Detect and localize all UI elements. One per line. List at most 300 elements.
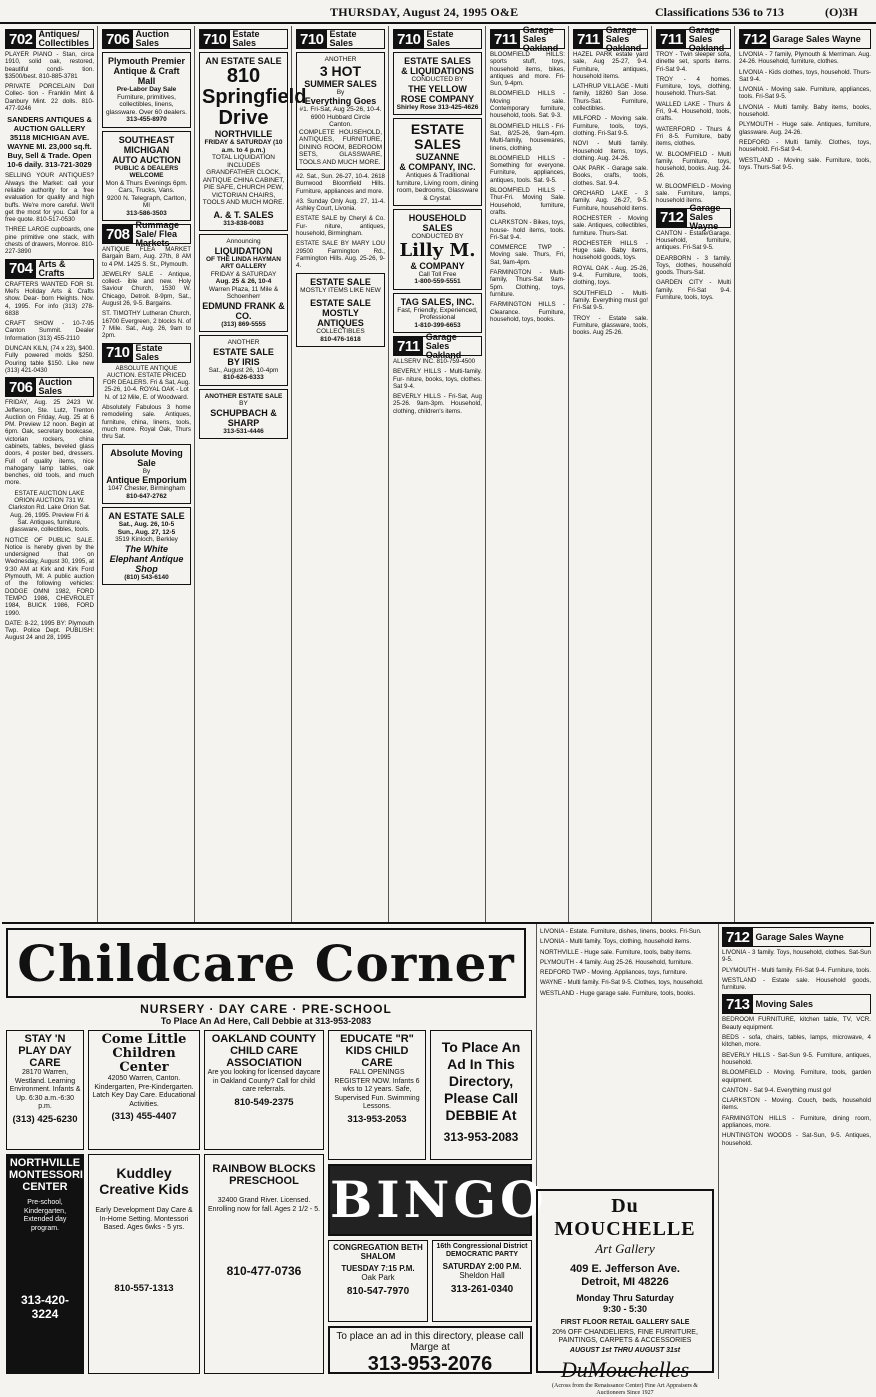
childcare-ad [430, 1030, 532, 1160]
section-header-710 [199, 29, 288, 49]
section-number: 710 [200, 30, 230, 48]
classified-ad: BLOOMFIELD HILLS - Moving sale. Contemporary furniture, household, tools. Sat. 9-3. [490, 90, 565, 120]
childcare-ad-text: FALL OPENINGS REGISTER NOW. Infants 6 wks to 12 years. Safe, Supervised Fun. Swimming Lessons. [334, 1069, 420, 1110]
ad-line: EDMUND FRANK & CO. [202, 300, 285, 321]
classified-ad: NOTICE OF PUBLIC SALE. Notice is hereby given by the undersigned that on Wednesday, August 30, 1995, at 9:30 AM at Kirk and Kirk Ford Plymouth, MI. A public auction of the following vehicles: DODGE OMNI 1982, FORD TEMPO 1986, CHEVROLET 1984, BUICK 1986, FORD 1990. [5, 536, 94, 617]
classified-ad: BLOOMFIELD HILLS - Something for everyone. Furniture, appliances, antiques, tools. Sat. 9-5. [490, 154, 565, 184]
ad-box-schupbach [199, 389, 288, 440]
ad-phone: 313-838-0083 [223, 219, 264, 227]
place-ad-box [328, 1326, 532, 1374]
ad-line: & COMPANY [410, 260, 465, 271]
ad-line: ANOTHER [324, 56, 357, 63]
classified-ad: W. BLOOMFIELD - Multi family. Furniture, toys, household, books. Aug. 24-26. [656, 150, 731, 180]
classified-ad: BLOOMFIELD - Moving. Furniture, tools, garden equipment. [722, 1069, 871, 1084]
masthead-page: (O)3H [825, 5, 858, 19]
childcare-ad [88, 1154, 200, 1374]
section-number: 710 [394, 30, 424, 48]
childcare-ad [204, 1154, 324, 1374]
section-header-706 [5, 377, 94, 397]
section-number: 712 [740, 30, 770, 48]
section-category: Moving Sales [755, 998, 814, 1009]
childcare-ad-title: STAY 'N PLAY DAY CARE [18, 1033, 72, 1069]
ad-line: SCHUPBACH & SHARP [210, 407, 277, 428]
childcare-ad-title: To Place An Ad In This Directory, Please Call DEBBIE At [441, 1039, 521, 1123]
childcare-ad-text: Pre-school, Kindergarten, Extended day program. [23, 1199, 67, 1232]
ad-line: ESTATE SALES [410, 121, 465, 152]
nursery-bar [6, 1002, 526, 1024]
gallery-promo-text: 20% OFF CHANDELIERS, FINE FURNITURE, PAINTINGS, CARPETS & ACCESSORIES [552, 1328, 698, 1344]
ad-line: SUZANNE [415, 152, 460, 162]
section-number: 706 [103, 30, 133, 48]
classified-ad: ROCHESTER - Moving sale. Antiques, collectibles, furniture. Thurs-Sat. [573, 214, 648, 237]
section-header-711 [573, 24, 648, 53]
section-category: Auction Sales [135, 29, 170, 48]
classified-ad: WESTLAND - Moving sale. Furniture, tools, toys. Thurs-Sat 9-5. [739, 156, 871, 171]
column-3 [196, 26, 307, 922]
classified-ad: REDFORD TWP - Moving. Appliances, toys, furniture. [540, 969, 688, 977]
classified-ad: BLOOMFIELD HILLS - Fri-Sat, 8/25-26, 9am-4pm. Multi-family, housewares, linens, clothing. [490, 122, 565, 152]
section-header-710 [102, 343, 191, 363]
ad-line: 9200 N. Telegraph, Carlton, MI [106, 194, 187, 209]
ad-box-antique-mall [102, 52, 191, 128]
ad-phone: 810-626-6333 [223, 374, 264, 381]
gallery-hours-days: Monday Thru Saturday [576, 1293, 674, 1303]
section-category: Garage Sales Oakland [425, 331, 462, 360]
ad-line: 810 Springfield Drive [202, 65, 307, 129]
classified-ad: LIVONIA - 7 family, Plymouth & Merriman. Aug. 24-26. Household, furniture, clothes. [739, 51, 871, 66]
bingo-line: TUESDAY 7:15 P.M. [341, 1264, 415, 1273]
ad-box-suzanne [393, 118, 482, 206]
bingo-word: BINGO [330, 1170, 548, 1229]
ad-phone: 313-455-8970 [126, 116, 167, 123]
section-category: Arts & Crafts [38, 258, 66, 278]
section-category: Estate Sales [426, 29, 454, 48]
classified-ad: BEDROOM FURNITURE, kitchen table, TV, VCR. Beauty equipment. [722, 1016, 871, 1031]
ad-line: FRIDAY & SATURDAY (10 a.m. to 4 p.m.) [204, 139, 283, 154]
classified-ad: CLARKSTON - Bikes, toys, house- hold items, tools. Fri-Sat 9-4. [490, 219, 565, 241]
section-category: Estate Sales [232, 29, 260, 48]
ad-box-iris [199, 335, 288, 386]
gallery-name: Du MOUCHELLE [554, 1195, 696, 1240]
ad-line: LIQUIDATION [214, 245, 273, 256]
ad-box-tag-sales [393, 293, 482, 334]
classified-ad: FARMINGTON HILLS - Clearance. Furniture, household, toys, books. [490, 301, 565, 323]
classified-ad: REDFORD - Multi family. Clothes, toys, household. Fri-Sat 9-4. [739, 138, 871, 154]
ad-line: TAG SALES, INC. [400, 296, 475, 307]
classified-ad: #3. Sunday Only Aug. 27, 11-4. Ashley Court, Livonia. [296, 197, 385, 213]
ad-line: Antique Emporium [106, 475, 187, 486]
section-number: 710 [103, 344, 133, 362]
childcare-ad-phone: 313-953-2083 [443, 1130, 519, 1144]
section-category: Garage Sales Oakland [522, 24, 559, 53]
ad-line: FRIDAY & SATURDAY [210, 270, 277, 278]
ad-line: Plymouth Premier [107, 56, 186, 66]
masthead-date: THURSDAY, August 24, 1995 O&E [330, 5, 519, 19]
gallery-hours-time: 9:30 - 5:30 [602, 1304, 648, 1314]
ad-line: Announcing [226, 238, 261, 245]
section-category: Garage Sales Wayne [689, 203, 721, 232]
column-9 [736, 26, 874, 922]
childcare-title [6, 928, 526, 998]
section-number: 711 [394, 337, 423, 355]
section-category: Garage Sales Wayne [772, 33, 861, 44]
ad-line: Antiques & Traditional furniture, Living room, dining room, bedrooms, Glassware & Crystal. [396, 172, 479, 202]
childcare-ad-text: 32400 Grand River. Licensed. Enrolling now for fall. Ages 2 1/2 - 5. [207, 1197, 321, 1213]
section-header-712 [656, 203, 731, 232]
classified-ad: ST. TIMOTHY Lutheran Church, 16700 Evergreen, 2 blocks N. of 7 Mile. Sat., Aug. 26, 9am to 2pm. [102, 310, 191, 340]
classified-ad: PLYMOUTH - 4 family. Aug 25-26. Household, furniture. [540, 958, 693, 966]
bingo-info-left [328, 1240, 428, 1322]
section-number: 711 [491, 30, 520, 48]
bingo-line: 16th Congressional District DEMOCRATIC PARTY [436, 1243, 528, 1258]
bottom-area [2, 922, 874, 1396]
ad-line: PUBLIC & DEALERS WELCOME [114, 164, 179, 179]
column-1 [2, 26, 98, 922]
gallery-ad [536, 1189, 714, 1396]
bottom-right-column [718, 924, 874, 1379]
ad-line: MOSTLY ITEMS LIKE NEW [300, 286, 381, 294]
gallery-subtitle: Art Gallery [595, 1241, 655, 1256]
classified-ad: ESTATE SALE by Cheryl & Co. Fur- niture, antiques, household, Birmingham. [296, 215, 385, 238]
ad-line: Call Toll Free [418, 270, 457, 278]
childcare-ad-phone: 810-477-0736 [226, 1264, 302, 1278]
ad-box-yellow-rose [393, 52, 482, 115]
childcare-ad [6, 1030, 84, 1150]
bingo-line: SATURDAY 2:00 P.M. [442, 1262, 522, 1271]
classified-ad: LIVONIA - Moving sale. Furniture, appliances, tools. Fri-Sat 9-5. [739, 86, 871, 101]
classified-ad: LIVONIA - Multi family. Baby items, books, household. [739, 103, 871, 119]
classified-ad: COMMERCE TWP - Moving sale. Thurs, Fri, Sat, 9am-4pm. [490, 244, 565, 266]
section-category: Garage Sales Wayne [755, 931, 844, 942]
childcare-ad-title: NORTHVILLE MONTESSORI CENTER [9, 1157, 83, 1193]
ad-line: ANOTHER [227, 339, 260, 346]
ad-phone: 1-810-399-6653 [414, 321, 461, 329]
childcare-ad-title: Come Little Children Center [101, 1032, 187, 1075]
ad-phone: 313-586-3503 [126, 209, 167, 217]
childcare-ad-title: RAINBOW BLOCKS PRESCHOOL [212, 1163, 316, 1187]
section-header-712 [739, 29, 871, 49]
classified-ad: PLAYER PIANO - Stan, circa 1910, solid oak, restored, beautiful condi- tion. $3500/best. 810-885-3781 [5, 51, 94, 80]
ad-line: Aug. 25 & 26, 10-4 [215, 278, 272, 285]
section-category: Rummage Sale/ Flea Markets [135, 219, 180, 248]
childcare-ad [88, 1030, 200, 1150]
ad-line: Sun., Aug. 27, 12-5 [117, 528, 176, 536]
section-category: Garage Sales Oakland [605, 24, 642, 53]
childcare-title-text: Childcare Corner [17, 933, 515, 993]
ad-box-everything-goes [296, 52, 385, 170]
section-header-711 [393, 331, 482, 360]
section-number: 712 [723, 928, 753, 946]
ad-line: ESTATE SALE [310, 298, 371, 309]
classified-ad: MILFORD - Moving sale. Furniture, tools, toys, clothing. Fri-Sat 9-5. [573, 115, 648, 137]
bingo-info-right [432, 1240, 532, 1322]
ad-line: THE YELLOW ROSE COMPANY [400, 83, 475, 104]
classified-ad: BEVERLY HILLS - Fri-Sat, Aug 25-26. 9am-3pm. Household, clothing, children's items. [393, 393, 482, 415]
childcare-ad-phone: (313) 455-4407 [111, 1111, 177, 1122]
ad-line: NORTHVILLE [214, 129, 273, 139]
masthead [0, 0, 876, 24]
classified-ad: HAZEL PARK estate yard sale, Aug 25-27, 9-4. Furniture, antiques, household items. [573, 51, 648, 80]
classified-ad: ORCHARD LAKE - 3 family. Aug. 26-27, 9-5. Furniture, household items. [573, 190, 648, 212]
ad-line: Everything Goes [304, 96, 377, 106]
classified-ad: THREE LARGE cupboards, one pine primitive one stack, with chests of drawers, Monroe. 810-227-3890 [5, 226, 94, 256]
classified-ad: TROY - Twin sleeper sofa, dinette set, sports items. Fri-Sat 9-4. [656, 51, 731, 73]
classified-ad: CANTON - Estate/Garage. Household, furniture, antiques. Fri-Sat 9-5. [656, 229, 731, 252]
section-category: Estate Sales [135, 342, 163, 362]
classifieds-area [2, 26, 874, 922]
classified-ad: LIVONIA - 3 family. Toys, household, clothes. Sat-Sun 9-5. [722, 949, 871, 964]
section-number: 704 [6, 260, 36, 278]
section-header-711 [656, 24, 731, 53]
place-ad-text: To place an ad in this directory, please call Marge at [336, 1331, 524, 1353]
ad-line: Warren Plaza, 11 Mile & Schoenherr [208, 285, 279, 300]
ad-line: A. & T. SALES [213, 209, 274, 220]
section-header-712 [722, 927, 871, 947]
column-6 [487, 26, 569, 922]
classified-ad: WAYNE - Multi family. Fri-Sat 9-5. Clothes, toys, household. [540, 979, 704, 987]
ad-line: Furniture, primitives, collectibles, linens, glassware. Over 60 dealers. [106, 93, 187, 116]
childcare-ad-text: Are you looking for licensed daycare in Oakland County? Call for child care referrals. [207, 1069, 321, 1093]
column-4 [293, 26, 389, 922]
ad-line: AN ESTATE SALE [205, 56, 282, 66]
ad-line: & COMPANY, INC. [399, 162, 476, 172]
bingo-line: CONGREGATION BETH SHALOM [333, 1243, 423, 1261]
gallery-promo-dates: AUGUST 1st THRU AUGUST 31st [569, 1346, 681, 1354]
bingo-banner [328, 1164, 548, 1236]
nursery-tagline: To Place An Ad Here, Call Debbie at 313-953-2083 [160, 1016, 372, 1026]
classified-ad: ESTATE AUCTION LAKE ORION AUCTION 731 W. Clarkston Rd. Lake Orion Sat. Aug. 26, 1995. Preview Fri & Sat. Antiques, furniture, glassware, collectibles, tools. [8, 489, 91, 534]
ad-line: & LIQUIDATIONS [401, 66, 474, 76]
section-header-708 [102, 219, 191, 248]
section-header-710 [296, 29, 385, 49]
bingo-phone: 313-261-0340 [450, 1284, 514, 1295]
ad-line: ANOTHER ESTATE SALE [204, 392, 283, 400]
ad-line: Lilly M. [399, 239, 476, 261]
childcare-ad-text: Early Development Day Care & In-Home Setting. Montessori Based. Ages 6wks - 5 yrs. [95, 1207, 193, 1231]
ad-box-lilly [393, 209, 482, 290]
ad-line: BY IRIS [227, 356, 260, 367]
section-category: Estate Sales [329, 29, 357, 48]
mid-right-column [536, 924, 714, 1186]
classified-ad: PLYMOUTH - Multi family. Fri-Sat 9-4. Furniture, tools. [722, 966, 871, 974]
ad-phone: 313-531-4446 [223, 427, 264, 435]
childcare-ad-title: OAKLAND COUNTY CHILD CARE ASSOCIATION [211, 1033, 317, 1069]
section-header-704 [5, 259, 94, 279]
section-number: 710 [297, 30, 327, 48]
ad-line: By [142, 467, 151, 475]
childcare-ad [328, 1030, 426, 1160]
childcare-ad [204, 1030, 324, 1150]
classified-ad: DEARBORN - 3 family. Toys, clothes, household goods. Thurs-Sat. [656, 254, 731, 277]
column-8 [653, 26, 735, 922]
classified-ad: W. BLOOMFIELD - Moving sale. Furniture, lamps, household items. [656, 182, 731, 205]
classified-ad: HUNTINGTON WOODS - Sat-Sun, 9-5. Antiques, household. [722, 1132, 871, 1147]
classified-ad: ALLSERV INC. 810-759-4500 [393, 358, 476, 365]
classified-ad: NORTHVILLE - Huge sale. Furniture, tools, baby items. [540, 948, 692, 956]
classified-ad: FARMINGTON - Multi-family, Thurs-Sat 9am-5pm. Clothing, toys, furniture. [490, 269, 565, 298]
classified-ad: OAK PARK - Garage sale. Books, crafts, tools, clothes. Sat. 9-4. [573, 165, 648, 187]
ad-line: COLLECTIBLES [316, 328, 365, 336]
ad-phone: (313) 869-5555 [221, 320, 266, 328]
gallery-address: 409 E. Jefferson Ave. [570, 1263, 680, 1275]
ad-line: By [336, 88, 345, 96]
classified-ad: CANTON - Sat 9-4. Everything must go! [722, 1086, 832, 1094]
ad-line: 3519 Kinloch, Berkley [115, 536, 178, 544]
classified-ad: ANTIQUE FLEA MARKET Bargain Barn, Aug. 27th, 8 AM to 4 PM. 1425 S. St., Plymouth. [102, 246, 191, 268]
childcare-ad-phone: 810-549-2375 [234, 1096, 294, 1108]
column-7 [570, 26, 652, 922]
ad-line: HOUSEHOLD SALES [408, 213, 467, 233]
ad-line: CONDUCTED BY [411, 76, 464, 83]
place-ad-phone: 313-953-2076 [367, 1353, 493, 1375]
classified-ad: DATE: 8-22, 1995 BY: Plymouth Twp. Police Dept. PUBLISH: August 24 and 28, 1995 [5, 619, 94, 642]
section-category: Auction Sales [38, 377, 73, 397]
column-5 [390, 26, 486, 922]
ad-box-mostly-antiques [296, 273, 385, 348]
bingo-line: Sheldon Hall [459, 1271, 505, 1280]
childcare-ad [6, 1154, 84, 1374]
nursery-line: NURSERY · DAY CARE · PRE-SCHOOL [140, 1002, 392, 1016]
section-header-711 [490, 24, 565, 53]
classified-ad: ROCHESTER HILLS - Huge sale. Baby items, household goods, toys. [573, 239, 648, 262]
classified-ad: ROYAL OAK - Aug. 25-26, 9-4. Furniture, tools, clothing, toys. [573, 264, 648, 287]
classified-ad: BLOOMFIELD HILLS - Thur-Fri. Moving Sale. Household, furniture, crafts. [490, 187, 565, 216]
section-number: 711 [574, 30, 603, 48]
ad-line: The White Elephant Antique Shop [109, 543, 184, 574]
childcare-ad-phone: 313-953-2053 [347, 1113, 407, 1125]
classified-ad: WATERFORD - Thurs & Fri 8-5. Furniture, baby items, clothes. [656, 125, 731, 148]
childcare-ad-title: EDUCATE "R" KIDS CHILD CARE [340, 1033, 414, 1069]
classified-ad: LIVONIA - Multi family. Toys, clothing, household items. [540, 938, 692, 946]
classified-ad: BLOOMFIELD HILLS: sports stuff, toys, household items, bikes, antiques and more. Fri-Sun, 9-4pm. [490, 51, 565, 88]
ad-line: ESTATE SALE [310, 276, 371, 287]
classified-ad: BEVERLY HILLS - Multi-family. Fur- niture, books, toys, clothes. Sat 9-4. [393, 368, 482, 390]
ad-line: 3 HOT [319, 62, 362, 79]
bingo-phone: 810-547-7970 [346, 1286, 410, 1297]
section-number: 711 [657, 30, 686, 48]
classified-ad: GARDEN CITY - Multi family. Fri-Sat 9-4. Furniture, tools, toys. [656, 279, 731, 302]
ad-line: Absolute Moving Sale [110, 447, 183, 468]
section-number: 702 [6, 30, 36, 48]
section-number: 708 [103, 225, 133, 243]
childcare-ad-phone: 313-420-3224 [20, 1293, 70, 1321]
ad-line: Mon & Thurs Evenings 6pm. Cars, Trucks, Vans. [105, 179, 188, 194]
classified-ad: WALLED LAKE - Thurs & Fri, 9-4. Household, tools, crafts. [656, 100, 731, 123]
childcare-ad-text: 42050 Warren, Canton. Kindergarten, Pre-Kindergarten. Latch Key Day Care. Educational Activities. [92, 1075, 196, 1108]
section-number: 713 [723, 995, 753, 1013]
column-2 [99, 26, 195, 922]
classified-ad: TROY - 4 homes. Furniture, toys, clothing, household. Thurs-Sat. [656, 75, 731, 98]
classified-ad: LIVONIA - Kids clothes, toys, household. Thurs-Sat 9-4. [739, 68, 871, 83]
classified-ad: FRIDAY, Aug. 25 2423 W. Jefferson, Ste. Lutz, Trenton Auction on Friday, Aug. 25 at 6 PM. Preview 12 noon. Begin at 6pm. Oak, secretary bookcase, victorian rockers, china cabinets, tables, beveled glass doors, 4 poster bed, dressers. Full of quality items, nice mahogany lamp tables, oak benches, old tools, and much more. [5, 399, 94, 487]
gallery-city: Detroit, MI 48226 [581, 1276, 669, 1288]
ad-line: TOTAL LIQUIDATION INCLUDES GRANDFATHER CLOCK, ANTIQUE CHINA CABINET, PIE SAFE, CHURCH PEW, VICTORIAN CHAIRS, TOOLS AND MUCH MORE. [202, 154, 285, 206]
classified-ad: BEDS - sofa, chairs, tables, lamps, microwave, 4 kitchen, more. [722, 1034, 871, 1049]
masthead-classifications: Classifications 536 to 713 [655, 5, 784, 19]
childcare-ad-phone: 810-557-1313 [114, 1282, 174, 1294]
ad-phone: 810-476-1618 [320, 335, 361, 343]
bingo-line: Oak Park [361, 1273, 395, 1282]
classified-ad: LIVONIA - Estate. Furniture, dishes, linens, books. Fri-Sun. [540, 928, 702, 935]
ad-box-estate-sale [102, 507, 191, 585]
classified-ad: LATHRUP VILLAGE - Multi family, 18260 San Jose. Thurs-Sat. Furniture, collectibles. [573, 83, 648, 113]
classified-ad: FARMINGTON HILLS - Furniture, dining room, appliances, more. [722, 1114, 871, 1130]
section-header-710 [393, 29, 482, 49]
ad-box-moving-sale [102, 444, 191, 505]
classified-ad: CRAFTERS WANTED FOR St. Mel's Holiday Arts & Crafts show. Dear- born Heights. Nov. 4, 1995. For info (313) 278-6838 [5, 280, 94, 317]
classified-ad: NOVI - Multi family. Household items, toys, clothing. Aug. 24-26. [573, 140, 648, 162]
classified-ad: DUNCAN KILN, (74 x 23), $400. Fully powered molds $250. Pouring table $150. Like new (313) 421-0430 [5, 345, 94, 374]
section-number: 712 [657, 209, 687, 227]
ad-line: Pre-Labor Day Sale [116, 86, 177, 93]
ad-line: Sat., Aug. 26, 10-5 [118, 521, 175, 529]
section-category: Garage Sales Oakland [688, 24, 725, 53]
ad-line: 1047 Chester, Birmingham [108, 485, 185, 493]
classified-ad: CLARKSTON - Moving. Couch, beds, household items. [722, 1097, 871, 1112]
ad-phone: 810-647-2762 [126, 492, 167, 500]
classified-ad: WESTLAND - Huge garage sale. Furniture, tools, books. [540, 989, 696, 997]
classified-ad: PRIVATE PORCELAIN Doll Collec- tion - Franklin Mint & Danbury Mint. 22 dolls. 810-477-9246 [5, 83, 94, 113]
ad-line: AUTO AUCTION [112, 154, 181, 165]
ad-phone: (810) 543-6140 [124, 573, 169, 581]
ad-line: MOSTLY ANTIQUES [317, 308, 364, 329]
gallery-signature: DuMouchelles [560, 1357, 690, 1382]
classified-ad: CRAFT SHOW - 10-7-95 Canton Summit. Dealer Information (313) 455-2110 [5, 320, 94, 342]
classified-ad: TROY - Estate sale. Furniture, glassware, tools, books. Aug 25-26. [573, 314, 648, 337]
ad-line: CONDUCTED BY [411, 233, 464, 240]
classified-ad: ESTATE SALE BY MARY LOU 29500 Farmington Rd., Farmington Hills. Aug. 25-26, 9-4. [296, 240, 385, 270]
classified-ad: SANDERS ANTIQUES & AUCTION GALLERY 35118 MICHIGAN AVE. WAYNE MI. 23,000 sq.ft. Buy, Sell & Trade. Open 10-6 daily. 313-721-3029 [7, 115, 92, 170]
ad-line: AN ESTATE SALE [108, 511, 185, 522]
childcare-ad-phone: (313) 425-6230 [12, 1113, 78, 1125]
classified-ad: SELLING YOUR ANTIQUES? Always the Market: call your reliable authority for a free evaluation for quality and high buffs. We're more careful. We'll get the most for you. Call for a free quote. 810-517-0530 [5, 172, 94, 224]
ad-line: ESTATE SALES [404, 56, 471, 66]
classified-ad: WESTLAND - Estate sale. Household goods, furniture. [722, 976, 871, 992]
ad-line: #1. Fri-Sat, Aug 25-26, 10-4. 6900 Hubbard Circle Canton. [299, 106, 382, 128]
ad-line: Fast, Friendly, Experienced, Professional [397, 306, 478, 321]
ad-box-liquidation [199, 234, 288, 332]
classified-ad: SOUTHFIELD - Multi-family. Everything must go! Fri-Sat 9-5. [573, 289, 648, 312]
section-header-706 [102, 29, 191, 49]
ad-line: Sat., August 26, 10-4pm [208, 366, 279, 374]
gallery-footer: (Across from the Renaissance Center) Fine Art Appraisers & Auctioneers Since 1927 [552, 1383, 698, 1396]
childcare-ad-title: Kuddley Creative Kids [99, 1165, 189, 1197]
ad-box-auto-auction [102, 131, 191, 222]
childcare-ad-text: 28170 Warren, Westland. Learning Environment. Infants & Up. 6:30 a.m.-6:30 p.m. [9, 1069, 81, 1110]
section-category: Antiques/ Collectibles [38, 29, 90, 48]
section-header-713 [722, 994, 871, 1014]
classified-ad: BEVERLY HILLS - Sat-Sun 9-5. Furniture, antiques, household. [722, 1051, 871, 1066]
ad-line: SOUTHEAST MICHIGAN [118, 134, 175, 155]
ad-line: BY [239, 400, 248, 407]
gallery-promo-title: FIRST FLOOR RETAIL GALLERY SALE [560, 1319, 690, 1326]
ad-phone: 1-800-559-5551 [414, 278, 461, 285]
ad-line: COMPLETE HOUSEHOLD, ANTIQUES, FURNITURE, DINING ROOM, BEDROOM SETS, GLASSWARE, TOOLS AND MUCH MORE. [299, 128, 382, 166]
ad-line: SUMMER SALES [304, 78, 377, 89]
ad-phone: Shirley Rose 313-425-4626 [396, 103, 479, 111]
ad-line: ESTATE SALE [213, 346, 274, 357]
classified-ad: Absolutely Fabulous 3 home remodeling sale. Antiques, furniture, china, linens, tools, much more. Royal Oak, Thurs thru Sat. [102, 404, 191, 441]
ad-line: OF THE LINDA HAYMAN ART GALLERY [206, 255, 281, 270]
ad-line: Antique & Craft Mall [113, 66, 180, 86]
classified-ad: PLYMOUTH - Huge sale. Antiques, furniture, glassware. Aug. 24-26. [739, 121, 871, 136]
ad-box-springfield [199, 52, 307, 231]
classified-ad: JEWELRY SALE - Antique, collect- ible and new. Holy Saviour Church, 1530 W. Chicago, Detroit. 8-9pm, Sat., August 26, 9-5. Bargains. [102, 270, 191, 308]
section-number: 706 [6, 378, 36, 396]
section-header-702 [5, 29, 94, 49]
classified-ad: ABSOLUTE ANTIQUE AUCTION. ESTATE PRICED FOR DEALERS. Fri & Sat, Aug. 25-26, 10-4. ROYAL OAK - Lot N. of 12 Mile, E. of Woodward. [103, 364, 190, 401]
classified-ad: #2. Sat., Sun. 26-27, 10-4. 2618 Burrwood Bloomfield Hills. Furniture, appliances and more. [296, 173, 385, 195]
